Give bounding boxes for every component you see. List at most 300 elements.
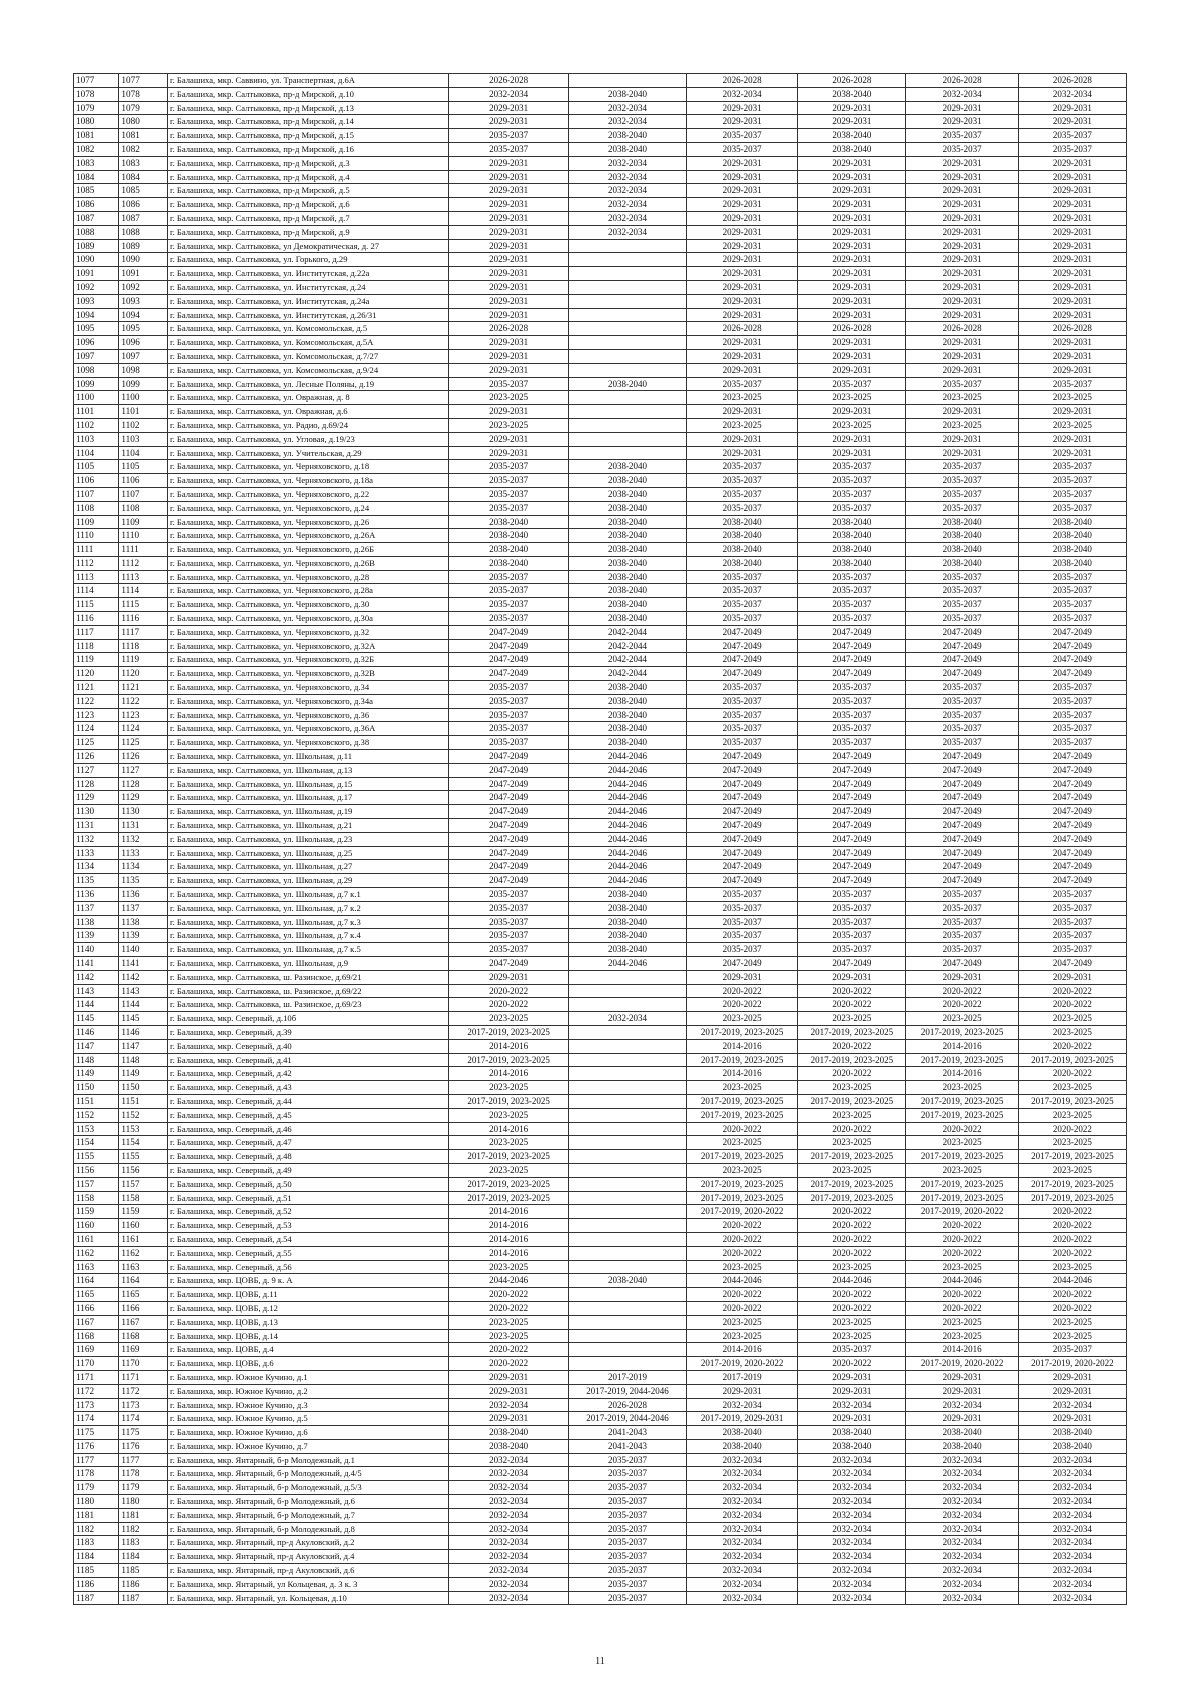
period-cell: 2044-2046 xyxy=(569,860,687,874)
period-cell: 2023-2025 xyxy=(798,1108,906,1122)
period-cell: 2032-2034 xyxy=(449,1453,569,1467)
table-row xyxy=(74,129,1127,143)
period-cell: 2032-2034 xyxy=(798,1577,906,1591)
period-cell: 2029-2031 xyxy=(449,405,569,419)
period-cell: 2047-2049 xyxy=(798,777,906,791)
table-row xyxy=(74,322,1127,336)
period-cell: 2032-2034 xyxy=(569,184,687,198)
period-cell: 2026-2028 xyxy=(906,74,1018,88)
table-row xyxy=(74,694,1127,708)
address-cell: г. Балашиха, мкр. Салтыковка, ул. Лесные Поляны, д.19 xyxy=(168,377,449,391)
period-cell xyxy=(569,1025,687,1039)
period-cell xyxy=(569,322,687,336)
period-cell: 2035-2037 xyxy=(1018,501,1126,515)
row-number: 1082 xyxy=(74,142,119,156)
period-cell: 2047-2049 xyxy=(449,846,569,860)
table-row xyxy=(74,970,1127,984)
table-row xyxy=(74,1053,1127,1067)
period-cell: 2038-2040 xyxy=(1018,1439,1126,1453)
period-cell xyxy=(569,1163,687,1177)
row-number: 1131 xyxy=(74,819,119,833)
period-cell: 2047-2049 xyxy=(906,846,1018,860)
period-cell: 2020-2022 xyxy=(798,1219,906,1233)
address-cell: г. Балашиха, мкр. Салтыковка, ул. Черняховского, д.26Б xyxy=(168,543,449,557)
object-number: 1162 xyxy=(119,1246,168,1260)
object-number: 1085 xyxy=(119,184,168,198)
period-cell: 2020-2022 xyxy=(798,1232,906,1246)
table-row xyxy=(74,1453,1127,1467)
period-cell: 2029-2031 xyxy=(686,115,797,129)
period-cell: 2023-2025 xyxy=(906,1260,1018,1274)
object-number: 1118 xyxy=(119,639,168,653)
address-cell: г. Балашиха, мкр. Салтыковка, ул. Школьная, д.15 xyxy=(168,777,449,791)
period-cell: 2023-2025 xyxy=(1018,1136,1126,1150)
table-row xyxy=(74,294,1127,308)
address-cell: г. Балашиха, мкр. Янтарный, пр-д Акуловский, д.2 xyxy=(168,1536,449,1550)
row-number: 1170 xyxy=(74,1357,119,1371)
object-number: 1186 xyxy=(119,1577,168,1591)
period-cell: 2029-2031 xyxy=(686,970,797,984)
period-cell: 2032-2034 xyxy=(1018,1591,1126,1605)
period-cell: 2029-2031 xyxy=(798,405,906,419)
period-cell: 2032-2034 xyxy=(906,1467,1018,1481)
address-cell: г. Балашиха, мкр. Северный, д.52 xyxy=(168,1205,449,1219)
period-cell: 2044-2046 xyxy=(569,846,687,860)
object-number: 1175 xyxy=(119,1426,168,1440)
period-cell: 2047-2049 xyxy=(798,667,906,681)
period-cell: 2017-2019, 2020-2022 xyxy=(1018,1357,1126,1371)
address-cell: г. Балашиха, мкр. Северный, д.50 xyxy=(168,1177,449,1191)
table-row xyxy=(74,1039,1127,1053)
object-number: 1124 xyxy=(119,722,168,736)
period-cell: 2029-2031 xyxy=(1018,184,1126,198)
period-cell: 2047-2049 xyxy=(798,832,906,846)
object-number: 1100 xyxy=(119,391,168,405)
period-cell: 2017-2019, 2020-2022 xyxy=(906,1357,1018,1371)
period-cell: 2032-2034 xyxy=(906,87,1018,101)
row-number: 1089 xyxy=(74,239,119,253)
period-cell: 2023-2025 xyxy=(686,1081,797,1095)
table-row xyxy=(74,584,1127,598)
period-cell: 2029-2031 xyxy=(686,101,797,115)
row-number: 1150 xyxy=(74,1081,119,1095)
period-cell: 2035-2037 xyxy=(449,142,569,156)
period-cell: 2038-2040 xyxy=(906,556,1018,570)
row-number: 1105 xyxy=(74,460,119,474)
period-cell: 2017-2019, 2023-2025 xyxy=(1018,1177,1126,1191)
object-number: 1160 xyxy=(119,1219,168,1233)
address-cell: г. Балашиха, мкр. ЦОВБ, д.13 xyxy=(168,1315,449,1329)
period-cell: 2035-2037 xyxy=(1018,736,1126,750)
period-cell: 2017-2019, 2044-2046 xyxy=(569,1384,687,1398)
period-cell: 2035-2037 xyxy=(449,929,569,943)
table-row xyxy=(74,515,1127,529)
period-cell: 2032-2034 xyxy=(906,1508,1018,1522)
object-number: 1103 xyxy=(119,432,168,446)
table-row xyxy=(74,805,1127,819)
table-row xyxy=(74,625,1127,639)
period-cell: 2023-2025 xyxy=(906,1012,1018,1026)
period-cell: 2017-2019, 2023-2025 xyxy=(686,1025,797,1039)
address-cell: г. Балашиха, мкр. Южное Кучино, д.7 xyxy=(168,1439,449,1453)
period-cell: 2029-2031 xyxy=(686,363,797,377)
table-row xyxy=(74,667,1127,681)
period-cell: 2032-2034 xyxy=(686,1398,797,1412)
period-cell xyxy=(569,970,687,984)
address-cell: г. Балашиха, мкр. ЦОВБ, д.6 xyxy=(168,1357,449,1371)
address-cell: г. Балашиха, мкр. Салтыковка, ул. Институтская, д.24а xyxy=(168,294,449,308)
table-row xyxy=(74,446,1127,460)
period-cell: 2020-2022 xyxy=(686,984,797,998)
period-cell: 2038-2040 xyxy=(569,736,687,750)
period-cell: 2020-2022 xyxy=(686,1219,797,1233)
table-row xyxy=(74,708,1127,722)
period-cell: 2035-2037 xyxy=(569,1536,687,1550)
period-cell: 2029-2031 xyxy=(449,1412,569,1426)
period-cell: 2029-2031 xyxy=(449,101,569,115)
row-number: 1085 xyxy=(74,184,119,198)
period-cell: 2029-2031 xyxy=(906,156,1018,170)
row-number: 1123 xyxy=(74,708,119,722)
period-cell: 2029-2031 xyxy=(1018,1412,1126,1426)
period-cell: 2032-2034 xyxy=(686,1564,797,1578)
period-cell: 2044-2046 xyxy=(569,763,687,777)
row-number: 1138 xyxy=(74,915,119,929)
period-cell xyxy=(569,1122,687,1136)
period-cell: 2020-2022 xyxy=(798,1205,906,1219)
address-cell: г. Балашиха, мкр. Салтыковка, ул. Черняховского, д.30 xyxy=(168,598,449,612)
object-number: 1155 xyxy=(119,1150,168,1164)
address-cell: г. Балашиха, мкр. Южное Кучино, д.1 xyxy=(168,1370,449,1384)
period-cell: 2029-2031 xyxy=(906,432,1018,446)
period-cell: 2029-2031 xyxy=(798,267,906,281)
table-row xyxy=(74,901,1127,915)
row-number: 1108 xyxy=(74,501,119,515)
address-cell: г. Балашиха, мкр. Салтыковка, ул. Школьная, д.13 xyxy=(168,763,449,777)
table-row xyxy=(74,474,1127,488)
table-row xyxy=(74,142,1127,156)
object-number: 1113 xyxy=(119,570,168,584)
period-cell: 2017-2019, 2023-2025 xyxy=(686,1094,797,1108)
period-cell: 2035-2037 xyxy=(906,915,1018,929)
period-cell: 2029-2031 xyxy=(906,280,1018,294)
address-cell: г. Балашиха, мкр. Салтыковка, ул. Черняховского, д.34а xyxy=(168,694,449,708)
address-cell: г. Балашиха, мкр. Салтыковка, ул. Черняховского, д.32Б xyxy=(168,653,449,667)
period-cell: 2047-2049 xyxy=(686,667,797,681)
period-cell: 2038-2040 xyxy=(1018,543,1126,557)
period-cell: 2026-2028 xyxy=(449,74,569,88)
period-cell: 2047-2049 xyxy=(449,874,569,888)
period-cell: 2035-2037 xyxy=(1018,901,1126,915)
period-cell: 2029-2031 xyxy=(686,446,797,460)
period-cell: 2029-2031 xyxy=(906,267,1018,281)
row-number: 1081 xyxy=(74,129,119,143)
period-cell: 2035-2037 xyxy=(906,142,1018,156)
address-cell: г. Балашиха, мкр. Янтарный, б-р Молодежный, д.5/3 xyxy=(168,1481,449,1495)
period-cell: 2017-2019, 2023-2025 xyxy=(686,1191,797,1205)
object-number: 1184 xyxy=(119,1550,168,1564)
object-number: 1170 xyxy=(119,1357,168,1371)
period-cell: 2029-2031 xyxy=(906,170,1018,184)
period-cell: 2029-2031 xyxy=(1018,253,1126,267)
period-cell: 2047-2049 xyxy=(686,846,797,860)
period-cell: 2035-2037 xyxy=(449,377,569,391)
period-cell: 2035-2037 xyxy=(449,722,569,736)
period-cell: 2023-2025 xyxy=(449,1260,569,1274)
object-number: 1108 xyxy=(119,501,168,515)
period-cell: 2032-2034 xyxy=(449,1467,569,1481)
period-cell: 2038-2040 xyxy=(569,529,687,543)
period-cell: 2047-2049 xyxy=(798,805,906,819)
period-cell: 2038-2040 xyxy=(569,888,687,902)
period-cell: 2032-2034 xyxy=(906,1577,1018,1591)
object-number: 1119 xyxy=(119,653,168,667)
period-cell: 2023-2025 xyxy=(1018,1315,1126,1329)
address-cell: г. Балашиха, мкр. Северный, д.47 xyxy=(168,1136,449,1150)
period-cell: 2023-2025 xyxy=(686,1163,797,1177)
period-cell: 2047-2049 xyxy=(906,805,1018,819)
period-cell: 2023-2025 xyxy=(1018,1012,1126,1026)
period-cell: 2020-2022 xyxy=(906,1232,1018,1246)
row-number: 1078 xyxy=(74,87,119,101)
row-number: 1166 xyxy=(74,1301,119,1315)
period-cell: 2035-2037 xyxy=(449,501,569,515)
period-cell: 2029-2031 xyxy=(906,1384,1018,1398)
table-row xyxy=(74,1150,1127,1164)
period-cell: 2029-2031 xyxy=(1018,239,1126,253)
period-cell: 2038-2040 xyxy=(798,556,906,570)
table-row xyxy=(74,336,1127,350)
table-row xyxy=(74,791,1127,805)
row-number: 1147 xyxy=(74,1039,119,1053)
period-cell: 2017-2019, 2023-2025 xyxy=(686,1053,797,1067)
row-number: 1090 xyxy=(74,253,119,267)
period-cell: 2047-2049 xyxy=(449,805,569,819)
row-number: 1152 xyxy=(74,1108,119,1122)
period-cell: 2032-2034 xyxy=(1018,1550,1126,1564)
address-cell: г. Балашиха, мкр. Северный, д.53 xyxy=(168,1219,449,1233)
period-cell: 2029-2031 xyxy=(686,349,797,363)
table-row xyxy=(74,460,1127,474)
period-cell: 2023-2025 xyxy=(449,1329,569,1343)
object-number: 1130 xyxy=(119,805,168,819)
period-cell: 2047-2049 xyxy=(1018,750,1126,764)
object-number: 1135 xyxy=(119,874,168,888)
period-cell: 2017-2019, 2023-2025 xyxy=(798,1191,906,1205)
row-number: 1094 xyxy=(74,308,119,322)
object-number: 1109 xyxy=(119,515,168,529)
period-cell: 2035-2037 xyxy=(686,474,797,488)
period-cell: 2047-2049 xyxy=(449,750,569,764)
row-number: 1130 xyxy=(74,805,119,819)
period-cell: 2035-2037 xyxy=(1018,722,1126,736)
period-cell: 2035-2037 xyxy=(686,142,797,156)
period-cell: 2035-2037 xyxy=(449,681,569,695)
period-cell: 2032-2034 xyxy=(906,1398,1018,1412)
period-cell: 2029-2031 xyxy=(1018,363,1126,377)
period-cell: 2032-2034 xyxy=(906,1550,1018,1564)
period-cell: 2032-2034 xyxy=(1018,1453,1126,1467)
period-cell: 2029-2031 xyxy=(798,336,906,350)
period-cell: 2038-2040 xyxy=(906,1426,1018,1440)
object-number: 1185 xyxy=(119,1564,168,1578)
period-cell: 2023-2025 xyxy=(906,1163,1018,1177)
period-cell: 2038-2040 xyxy=(686,515,797,529)
address-cell: г. Балашиха, мкр. Салтыковка, пр-д Мирской, д.15 xyxy=(168,129,449,143)
row-number: 1119 xyxy=(74,653,119,667)
period-cell: 2038-2040 xyxy=(1018,515,1126,529)
period-cell xyxy=(569,1039,687,1053)
object-number: 1141 xyxy=(119,957,168,971)
address-cell: г. Балашиха, мкр. Северный, д.48 xyxy=(168,1150,449,1164)
object-number: 1154 xyxy=(119,1136,168,1150)
table-row xyxy=(74,888,1127,902)
address-cell: г. Балашиха, мкр. Южное Кучино, д.2 xyxy=(168,1384,449,1398)
row-number: 1121 xyxy=(74,681,119,695)
table-row xyxy=(74,1246,1127,1260)
period-cell: 2032-2034 xyxy=(449,1522,569,1536)
row-number: 1125 xyxy=(74,736,119,750)
period-cell: 2032-2034 xyxy=(449,1508,569,1522)
period-cell xyxy=(569,239,687,253)
period-cell xyxy=(569,308,687,322)
period-cell: 2035-2037 xyxy=(686,460,797,474)
period-cell: 2029-2031 xyxy=(449,970,569,984)
row-number: 1126 xyxy=(74,750,119,764)
table-row xyxy=(74,1094,1127,1108)
period-cell: 2044-2046 xyxy=(569,957,687,971)
period-cell: 2023-2025 xyxy=(686,418,797,432)
period-cell: 2023-2025 xyxy=(1018,1081,1126,1095)
page-number: 11 xyxy=(595,1656,605,1667)
row-number: 1179 xyxy=(74,1481,119,1495)
period-cell: 2044-2046 xyxy=(569,777,687,791)
address-cell: г. Балашиха, мкр. ЦОВБ, д.4 xyxy=(168,1343,449,1357)
period-cell: 2029-2031 xyxy=(906,363,1018,377)
period-cell: 2035-2037 xyxy=(906,708,1018,722)
period-cell: 2047-2049 xyxy=(449,957,569,971)
address-cell: г. Балашиха, мкр. Северный, д.51 xyxy=(168,1191,449,1205)
period-cell xyxy=(569,1260,687,1274)
period-cell: 2029-2031 xyxy=(798,280,906,294)
period-cell: 2047-2049 xyxy=(906,957,1018,971)
object-number: 1098 xyxy=(119,363,168,377)
period-cell: 2029-2031 xyxy=(798,363,906,377)
period-cell xyxy=(569,74,687,88)
address-cell: г. Балашиха, мкр. Янтарный, б-р Молодежный, д.8 xyxy=(168,1522,449,1536)
period-cell: 2023-2025 xyxy=(798,391,906,405)
period-cell: 2035-2037 xyxy=(569,1453,687,1467)
period-cell xyxy=(569,363,687,377)
address-cell: г. Балашиха, мкр. Салтыковка, пр-д Мирской, д.3 xyxy=(168,156,449,170)
address-cell: г. Балашиха, мкр. Салтыковка, ул. Черняховского, д.18 xyxy=(168,460,449,474)
period-cell: 2017-2019, 2023-2025 xyxy=(798,1025,906,1039)
row-number: 1092 xyxy=(74,280,119,294)
period-cell xyxy=(569,1315,687,1329)
period-cell: 2038-2040 xyxy=(686,556,797,570)
address-cell: г. Балашиха, мкр. Северный, д.39 xyxy=(168,1025,449,1039)
period-cell: 2035-2037 xyxy=(1018,888,1126,902)
table-row xyxy=(74,1232,1127,1246)
object-number: 1132 xyxy=(119,832,168,846)
period-cell xyxy=(569,280,687,294)
row-number: 1141 xyxy=(74,957,119,971)
period-cell: 2032-2034 xyxy=(569,115,687,129)
address-cell: г. Балашиха, мкр. ЦОВБ, д.14 xyxy=(168,1329,449,1343)
period-cell: 2041-2043 xyxy=(569,1439,687,1453)
period-cell: 2029-2031 xyxy=(798,308,906,322)
period-cell: 2035-2037 xyxy=(1018,474,1126,488)
period-cell: 2035-2037 xyxy=(449,612,569,626)
table-row xyxy=(74,984,1127,998)
table-row xyxy=(74,1467,1127,1481)
period-cell: 2035-2037 xyxy=(906,943,1018,957)
row-number: 1176 xyxy=(74,1439,119,1453)
row-number: 1156 xyxy=(74,1163,119,1177)
period-cell: 2032-2034 xyxy=(906,1591,1018,1605)
period-cell: 2020-2022 xyxy=(449,998,569,1012)
object-number: 1167 xyxy=(119,1315,168,1329)
period-cell: 2029-2031 xyxy=(1018,405,1126,419)
row-number: 1185 xyxy=(74,1564,119,1578)
period-cell: 2017-2019, 2023-2025 xyxy=(686,1177,797,1191)
period-cell: 2020-2022 xyxy=(1018,1301,1126,1315)
period-cell: 2035-2037 xyxy=(569,1591,687,1605)
period-cell: 2038-2040 xyxy=(569,681,687,695)
row-number: 1124 xyxy=(74,722,119,736)
period-cell: 2020-2022 xyxy=(798,1039,906,1053)
table-row xyxy=(74,1122,1127,1136)
table-row xyxy=(74,943,1127,957)
object-number: 1146 xyxy=(119,1025,168,1039)
table-row xyxy=(74,681,1127,695)
table-row xyxy=(74,1288,1127,1302)
period-cell: 2023-2025 xyxy=(1018,1025,1126,1039)
object-number: 1171 xyxy=(119,1370,168,1384)
period-cell: 2023-2025 xyxy=(798,1012,906,1026)
period-cell: 2020-2022 xyxy=(686,1232,797,1246)
table-row xyxy=(74,239,1127,253)
table-row xyxy=(74,1081,1127,1095)
period-cell: 2020-2022 xyxy=(449,1357,569,1371)
period-cell: 2032-2034 xyxy=(569,1012,687,1026)
period-cell: 2044-2046 xyxy=(569,832,687,846)
period-cell: 2020-2022 xyxy=(798,1246,906,1260)
object-number: 1126 xyxy=(119,750,168,764)
table-row xyxy=(74,929,1127,943)
period-cell: 2017-2019, 2023-2025 xyxy=(798,1094,906,1108)
address-cell: г. Балашиха, мкр. Салтыковка, ул. Черняховского, д.26А xyxy=(168,529,449,543)
period-cell: 2029-2031 xyxy=(906,1412,1018,1426)
period-cell: 2032-2034 xyxy=(449,1550,569,1564)
period-cell: 2029-2031 xyxy=(906,211,1018,225)
period-cell: 2032-2034 xyxy=(798,1591,906,1605)
period-cell: 2035-2037 xyxy=(569,1495,687,1509)
period-cell xyxy=(569,1357,687,1371)
period-cell: 2029-2031 xyxy=(449,1370,569,1384)
row-number: 1182 xyxy=(74,1522,119,1536)
period-cell: 2035-2037 xyxy=(449,888,569,902)
period-cell: 2014-2016 xyxy=(449,1039,569,1053)
period-cell: 2035-2037 xyxy=(798,708,906,722)
period-cell: 2023-2025 xyxy=(449,1136,569,1150)
object-number: 1114 xyxy=(119,584,168,598)
period-cell: 2032-2034 xyxy=(1018,1564,1126,1578)
period-cell: 2029-2031 xyxy=(686,280,797,294)
period-cell: 2038-2040 xyxy=(449,529,569,543)
table-row xyxy=(74,1426,1127,1440)
period-cell: 2023-2025 xyxy=(686,1136,797,1150)
